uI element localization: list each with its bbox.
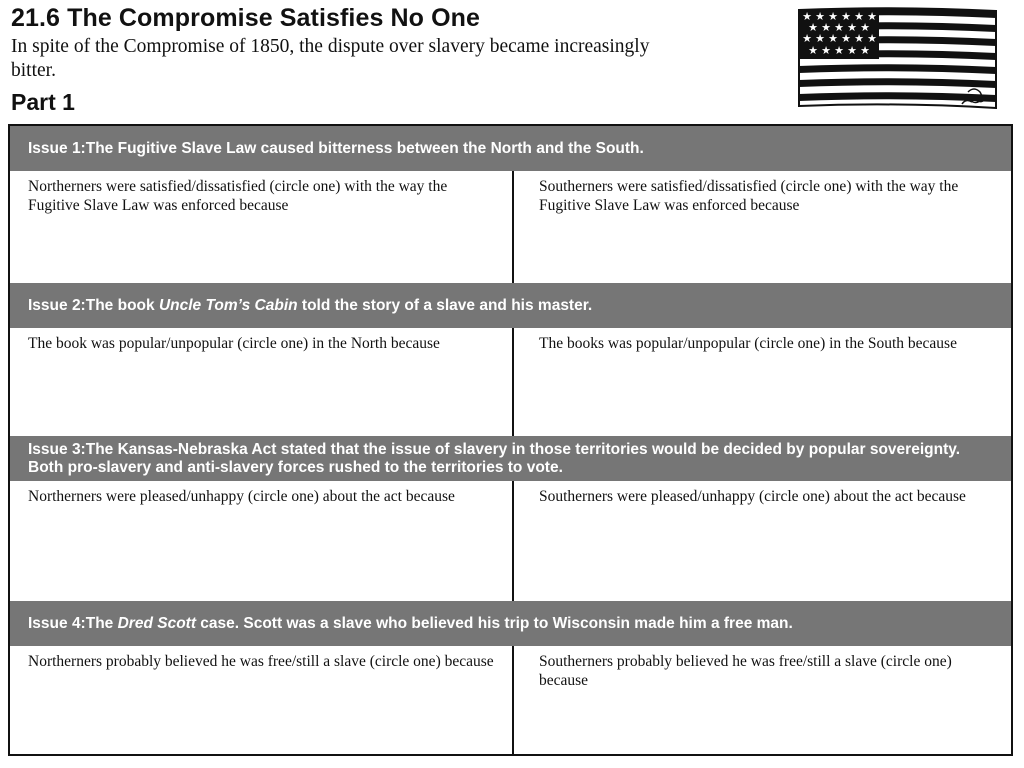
svg-text:★: ★ bbox=[815, 10, 825, 23]
svg-text:★: ★ bbox=[828, 10, 838, 23]
part-heading: Part 1 bbox=[11, 89, 75, 115]
svg-text:★: ★ bbox=[808, 44, 818, 57]
issue-3-south-answer[interactable]: Southerners were pleased/unhappy (circle one) about the act because bbox=[539, 488, 966, 505]
svg-text:★: ★ bbox=[867, 32, 877, 45]
issue-2-north-answer[interactable]: The book was popular/unpopular (circle one) in the North because bbox=[10, 328, 514, 436]
us-flag-icon bbox=[796, 4, 1002, 112]
svg-text:★: ★ bbox=[828, 32, 838, 45]
svg-text:★: ★ bbox=[821, 21, 831, 34]
issue-1-header bbox=[10, 126, 1011, 171]
case-name: Dred Scott bbox=[117, 614, 196, 632]
book-title: Uncle Tom’s Cabin bbox=[158, 296, 298, 314]
svg-text:★: ★ bbox=[860, 21, 870, 34]
svg-text:★: ★ bbox=[841, 10, 851, 23]
issue-1-row bbox=[10, 171, 1011, 283]
worksheet-table bbox=[8, 124, 1013, 756]
issue-1-text: Issue 1:The Fugitive Slave Law caused bitterness between the North and the South. bbox=[28, 139, 644, 157]
issue-2-south-answer[interactable]: The books was popular/unpopular (circle one) in the South because bbox=[539, 335, 957, 352]
svg-text:★: ★ bbox=[802, 10, 812, 23]
page-title: 21.6 The Compromise Satisfies No One bbox=[11, 4, 481, 32]
issue-4-south-answer[interactable]: Southerners probably believed he was free/still a slave (circle one) because bbox=[539, 653, 952, 689]
issue-3-text: Issue 3:The Kansas-Nebraska Act stated that the issue of slavery in those territories would be decided by popular sovereignty. Both pro-slavery and anti-slavery forces rushed to the territories to vote. bbox=[28, 440, 961, 476]
page-subtitle: In spite of the Compromise of 1850, the dispute over slavery became increasingly bitter. bbox=[11, 36, 650, 81]
issue-2-row bbox=[10, 328, 1011, 436]
issue-4-header bbox=[10, 601, 1011, 646]
svg-text:★: ★ bbox=[802, 32, 812, 45]
svg-text:★: ★ bbox=[815, 32, 825, 45]
svg-text:★: ★ bbox=[854, 32, 864, 45]
svg-text:★: ★ bbox=[847, 21, 857, 34]
issue-4-row bbox=[10, 646, 1011, 756]
issue-1-south-answer[interactable]: Southerners were satisfied/dissatisfied (circle one) with the way the Fugitive Slave Law was enforced because bbox=[539, 178, 959, 214]
svg-text:★: ★ bbox=[821, 44, 831, 57]
issue-2-text: Issue 2:The book Uncle Tom’s Cabin told the story of a slave and his master. bbox=[28, 296, 593, 314]
issue-4-text: Issue 4:The Dred Scott case. Scott was a slave who believed his trip to Wisconsin made him a free man. bbox=[28, 614, 793, 632]
svg-text:★: ★ bbox=[841, 32, 851, 45]
issue-3-header bbox=[10, 436, 1011, 481]
issue-4-north-answer[interactable]: Northerners probably believed he was free/still a slave (circle one) because bbox=[10, 646, 514, 756]
svg-text:★: ★ bbox=[867, 10, 877, 23]
svg-text:★: ★ bbox=[808, 21, 818, 34]
issue-3-row bbox=[10, 481, 1011, 601]
svg-text:★: ★ bbox=[834, 21, 844, 34]
svg-text:★: ★ bbox=[854, 10, 864, 23]
svg-text:★: ★ bbox=[834, 44, 844, 57]
issue-3-north-answer[interactable]: Northerners were pleased/unhappy (circle one) about the act because bbox=[10, 481, 514, 601]
issue-2-header bbox=[10, 283, 1011, 328]
svg-text:★: ★ bbox=[860, 44, 870, 57]
issue-1-north-answer[interactable]: Northerners were satisfied/dissatisfied (circle one) with the way the Fugitive Slave Law was enforced because bbox=[10, 171, 514, 283]
svg-text:★: ★ bbox=[847, 44, 857, 57]
